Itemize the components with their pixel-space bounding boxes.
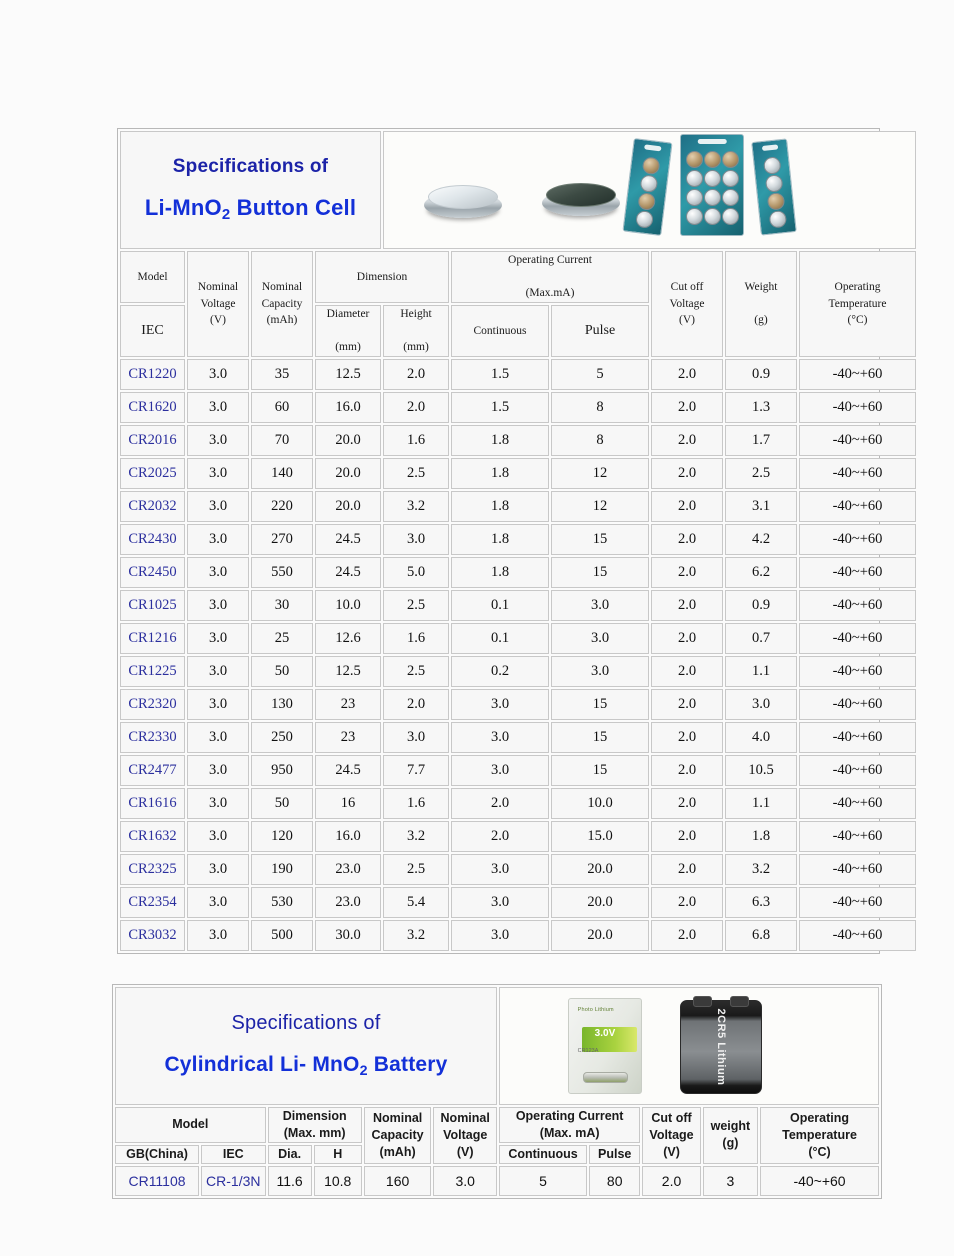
table-row: [120, 788, 916, 819]
cell-model: CR11108: [115, 1166, 199, 1196]
cell-model: CR2450: [120, 557, 185, 588]
table-row: [120, 359, 916, 390]
card-voltage-label: 3.0V: [594, 1028, 616, 1040]
header-dimension-group: Dimension (Max. mm): [268, 1107, 362, 1143]
cell-weight: 2.5: [725, 458, 797, 489]
cell-height: 2.0: [383, 359, 449, 390]
cell-height: 1.6: [383, 623, 449, 654]
cell-capacity: 60: [251, 392, 313, 423]
header-dia: Dia.: [268, 1145, 312, 1164]
cell-cutoff: 2.0: [651, 920, 723, 951]
cell-continuous: 3.0: [451, 722, 549, 753]
button-cell-title-cell: [120, 131, 381, 249]
cell-height: 3.2: [383, 920, 449, 951]
cell-cutoff: 2.0: [651, 821, 723, 852]
cell-continuous: 0.1: [451, 590, 549, 621]
header-cutoff-voltage: Cut off Voltage (V): [642, 1107, 700, 1164]
cell-height: 5.4: [383, 887, 449, 918]
cell-temp: -40~+60: [799, 821, 916, 852]
cell-voltage: 3.0: [187, 623, 249, 654]
cell-height: 5.0: [383, 557, 449, 588]
cell-voltage: 3.0: [187, 821, 249, 852]
cell-weight: 3.0: [725, 689, 797, 720]
cell-pulse: 20.0: [551, 920, 649, 951]
cylindrical-header-row-1: [115, 1107, 879, 1143]
cylindrical-product-photo: [500, 988, 878, 1104]
table-row: [120, 821, 916, 852]
cell-cutoff: 2.0: [651, 425, 723, 456]
cell-pulse: 8: [551, 425, 649, 456]
cell-diameter: 30.0: [315, 920, 381, 951]
cell-height: 2.5: [383, 854, 449, 885]
cell-diameter: 10.0: [315, 590, 381, 621]
cell-voltage: 3.0: [187, 491, 249, 522]
cell-height: 1.6: [383, 425, 449, 456]
cell-temp: -40~+60: [799, 656, 916, 687]
cell-cutoff: 2.0: [651, 590, 723, 621]
cell-temp: -40~+60: [799, 359, 916, 390]
cell-pulse: 20.0: [551, 854, 649, 885]
cell-continuous: 1.5: [451, 392, 549, 423]
cell-weight: 1.8: [725, 821, 797, 852]
cell-capacity: 950: [251, 755, 313, 786]
header-model-group: Model: [115, 1107, 266, 1143]
cell-continuous: 3.0: [451, 689, 549, 720]
pack-2cr5-icon: [680, 1000, 762, 1094]
button-cell-banner-row: [120, 131, 916, 249]
cell-capacity: 140: [251, 458, 313, 489]
cell-height: 2.0: [383, 392, 449, 423]
cell-model: CR2430: [120, 524, 185, 555]
cell-voltage: 3.0: [187, 689, 249, 720]
cell-capacity: 50: [251, 788, 313, 819]
cylindrical-spec-block: [112, 984, 882, 1199]
cylindrical-banner-row: [115, 987, 879, 1105]
header-gb-china: GB(China): [115, 1145, 199, 1164]
cell-diameter: 16.0: [315, 392, 381, 423]
cell-weight: 1.1: [725, 656, 797, 687]
cell-diameter: 23.0: [315, 854, 381, 885]
cell-cutoff: 2.0: [651, 755, 723, 786]
cell-continuous: 5: [499, 1166, 587, 1196]
cell-continuous: 3.0: [451, 755, 549, 786]
cell-weight: 3.1: [725, 491, 797, 522]
header-iec: IEC: [201, 1145, 266, 1164]
header-weight: Weight (g): [725, 251, 797, 357]
cell-capacity: 35: [251, 359, 313, 390]
header-pulse: Pulse: [589, 1145, 640, 1164]
cell-temp: -40~+60: [799, 788, 916, 819]
cell-pulse: 15: [551, 755, 649, 786]
header-continuous: Continuous: [451, 305, 549, 357]
cell-temp: -40~+60: [799, 854, 916, 885]
cylindrical-title-line1: Specifications of: [231, 1012, 381, 1035]
card-top-text: Photo Lithium: [577, 1006, 614, 1013]
cell-weight: 1.1: [725, 788, 797, 819]
cell-model: CR2016: [120, 425, 185, 456]
cell-height: 3.2: [383, 821, 449, 852]
cell-continuous: 1.8: [451, 557, 549, 588]
cell-voltage: 3.0: [187, 722, 249, 753]
cell-model: CR1616: [120, 788, 185, 819]
cell-temp: -40~+60: [799, 887, 916, 918]
cell-diameter: 23.0: [315, 887, 381, 918]
cell-capacity: 500: [251, 920, 313, 951]
cell-weight: 4.2: [725, 524, 797, 555]
cell-weight: 6.3: [725, 887, 797, 918]
cell-capacity: 190: [251, 854, 313, 885]
cell-model: CR2354: [120, 887, 185, 918]
cell-height: 2.5: [383, 458, 449, 489]
header-operating-current: Operating Current (Max. mA): [499, 1107, 640, 1143]
cell-continuous: 3.0: [451, 920, 549, 951]
cell-weight: 0.9: [725, 359, 797, 390]
cell-diameter: 20.0: [315, 425, 381, 456]
table-row: [120, 458, 916, 489]
cell-weight: 4.0: [725, 722, 797, 753]
header-iec: IEC: [120, 305, 185, 357]
cell-model: CR2025: [120, 458, 185, 489]
cell-model: CR2032: [120, 491, 185, 522]
cell-weight: 6.8: [725, 920, 797, 951]
cell-continuous: 1.8: [451, 425, 549, 456]
cell-cutoff: 2.0: [651, 491, 723, 522]
cell-diameter: 23: [315, 722, 381, 753]
cell-capacity: 250: [251, 722, 313, 753]
cell-pulse: 15: [551, 722, 649, 753]
pack-label: 2CR5 Lithium: [714, 1009, 727, 1086]
cell-model: CR2330: [120, 722, 185, 753]
cylindrical-title: [116, 992, 496, 1100]
cell-temp: -40~+60: [799, 491, 916, 522]
header-pulse: Pulse: [551, 305, 649, 357]
cell-continuous: 1.8: [451, 524, 549, 555]
cell-diameter: 12.5: [315, 656, 381, 687]
cell-continuous: 2.0: [451, 821, 549, 852]
cell-model: CR1220: [120, 359, 185, 390]
cell-model: CR2477: [120, 755, 185, 786]
cell-weight: 3: [703, 1166, 758, 1196]
table-row: [115, 1166, 879, 1196]
button-cell-header-row-1: [120, 251, 916, 303]
header-weight: weight (g): [703, 1107, 758, 1164]
button-cell-table: [118, 129, 918, 953]
button-cell-title-line1: Specifications of: [172, 155, 329, 177]
cell-capacity: 220: [251, 491, 313, 522]
cell-weight: 6.2: [725, 557, 797, 588]
cell-diameter: 12.5: [315, 359, 381, 390]
cell-voltage: 3.0: [187, 458, 249, 489]
cell-capacity: 30: [251, 590, 313, 621]
cell-continuous: 0.1: [451, 623, 549, 654]
cell-temp: -40~+60: [799, 524, 916, 555]
cell-weight: 0.7: [725, 623, 797, 654]
table-row: [120, 722, 916, 753]
header-nominal-capacity: Nominal Capacity (mAh): [251, 251, 313, 357]
cell-temp: -40~+60: [799, 458, 916, 489]
cell-capacity: 130: [251, 689, 313, 720]
cell-voltage: 3.0: [187, 887, 249, 918]
cell-temp: -40~+60: [799, 689, 916, 720]
cell-height: 3.2: [383, 491, 449, 522]
cell-cutoff: 2.0: [651, 689, 723, 720]
cell-continuous: 1.8: [451, 458, 549, 489]
cell-model: CR2320: [120, 689, 185, 720]
cylindrical-title-line2: Cylindrical Li- MnO$_2$ Battery: [164, 1053, 448, 1079]
cell-continuous: 3.0: [451, 887, 549, 918]
table-row: [120, 689, 916, 720]
cell-cutoff: 2.0: [651, 722, 723, 753]
button-cell-rows: [120, 359, 916, 951]
table-row: [120, 524, 916, 555]
cell-diameter: 16.0: [315, 821, 381, 852]
cell-diameter: 24.5: [315, 524, 381, 555]
cell-cutoff: 2.0: [651, 887, 723, 918]
cell-cutoff: 2.0: [651, 557, 723, 588]
table-row: [120, 920, 916, 951]
cell-voltage: 3.0: [187, 656, 249, 687]
cell-model: CR2325: [120, 854, 185, 885]
cylindrical-title-cell: [115, 987, 497, 1105]
cell-continuous: 0.2: [451, 656, 549, 687]
cell-continuous: 3.0: [451, 854, 549, 885]
header-continuous: Continuous: [499, 1145, 587, 1164]
cell-cutoff: 2.0: [651, 788, 723, 819]
cell-voltage: 3.0: [187, 392, 249, 423]
cell-continuous: 2.0: [451, 788, 549, 819]
header-operating-temperature: Operating Temperature (°C): [760, 1107, 879, 1164]
cell-pulse: 3.0: [551, 590, 649, 621]
cylindrical-table: [113, 985, 881, 1198]
header-diameter: Diameter (mm): [315, 305, 381, 357]
cell-voltage: 3.0: [187, 590, 249, 621]
header-nominal-voltage: Nominal Voltage (V): [187, 251, 249, 357]
card-model-label: CR123A: [577, 1047, 599, 1054]
cell-voltage: 3.0: [187, 359, 249, 390]
cell-voltage: 3.0: [187, 557, 249, 588]
cell-pulse: 20.0: [551, 887, 649, 918]
cell-weight: 10.5: [725, 755, 797, 786]
cell-height: 1.6: [383, 788, 449, 819]
cell-diameter: 20.0: [315, 458, 381, 489]
cell-diameter: 20.0: [315, 491, 381, 522]
cell-cutoff: 2.0: [651, 359, 723, 390]
cell-model: CR1225: [120, 656, 185, 687]
cell-pulse: 5: [551, 359, 649, 390]
cell-height: 2.5: [383, 656, 449, 687]
blister-pack-left-icon: [622, 138, 672, 236]
header-nominal-capacity: Nominal Capacity (mAh): [364, 1107, 432, 1164]
cell-model: CR1632: [120, 821, 185, 852]
button-cell-spec-block: [117, 128, 887, 954]
cell-model: CR1620: [120, 392, 185, 423]
cell-voltage: 3.0: [187, 788, 249, 819]
cell-capacity: 270: [251, 524, 313, 555]
button-cell-image-cell: [383, 131, 916, 249]
table-row: [120, 491, 916, 522]
table-row: [120, 887, 916, 918]
cell-cutoff: 2.0: [651, 854, 723, 885]
cell-pulse: 8: [551, 392, 649, 423]
cell-temp: -40~+60: [799, 920, 916, 951]
blister-pack-right-icon: [751, 138, 797, 235]
cell-capacity: 160: [364, 1166, 432, 1196]
cell-pulse: 3.0: [551, 656, 649, 687]
cell-voltage: 3.0: [187, 854, 249, 885]
cell-cutoff: 2.0: [651, 623, 723, 654]
button-cell-title: [121, 136, 380, 245]
cell-pulse: 80: [589, 1166, 640, 1196]
cell-voltage: 3.0: [187, 524, 249, 555]
header-cutoff-voltage: Cut off Voltage (V): [651, 251, 723, 357]
cell-cutoff: 2.0: [642, 1166, 700, 1196]
cell-pulse: 12: [551, 458, 649, 489]
coin-cell-dark-icon: [542, 190, 620, 216]
cylindrical-image-cell: [499, 987, 879, 1105]
blister-card-cr123a-icon: [568, 998, 642, 1094]
cell-weight: 1.3: [725, 392, 797, 423]
cylindrical-rows: [115, 1166, 879, 1196]
table-row: [120, 755, 916, 786]
table-row: [120, 656, 916, 687]
cell-model: CR1025: [120, 590, 185, 621]
coin-cell-silver-icon: [424, 192, 502, 218]
cell-temp: -40~+60: [799, 590, 916, 621]
cell-voltage: 3.0: [187, 920, 249, 951]
table-row: [120, 590, 916, 621]
cell-voltage: 3.0: [187, 425, 249, 456]
cell-dia: 11.6: [268, 1166, 312, 1196]
cell-weight: 0.9: [725, 590, 797, 621]
button-cell-title-line2: Li-MnO$_2$ Button Cell: [144, 194, 357, 224]
cell-pulse: 15: [551, 557, 649, 588]
cell-pulse: 15.0: [551, 821, 649, 852]
cell-pulse: 10.0: [551, 788, 649, 819]
button-cell-product-photo: [384, 132, 915, 248]
cell-pulse: 15: [551, 524, 649, 555]
cell-temp: -40~+60: [799, 623, 916, 654]
cell-cutoff: 2.0: [651, 458, 723, 489]
table-row: [120, 557, 916, 588]
cell-voltage: 3.0: [433, 1166, 497, 1196]
cell-pulse: 3.0: [551, 623, 649, 654]
cell-temp: -40~+60: [760, 1166, 879, 1196]
header-operating-temperature: Operating Temperature (°C): [799, 251, 916, 357]
cell-model: CR-1/3N: [201, 1166, 266, 1196]
header-height: Height (mm): [383, 305, 449, 357]
cell-continuous: 1.8: [451, 491, 549, 522]
cell-diameter: 23: [315, 689, 381, 720]
header-operating-current: Operating Current (Max.mA): [451, 251, 649, 303]
cell-capacity: 530: [251, 887, 313, 918]
cell-capacity: 70: [251, 425, 313, 456]
table-row: [120, 623, 916, 654]
cell-weight: 3.2: [725, 854, 797, 885]
cell-temp: -40~+60: [799, 557, 916, 588]
cell-weight: 1.7: [725, 425, 797, 456]
cell-diameter: 24.5: [315, 755, 381, 786]
cell-pulse: 15: [551, 689, 649, 720]
cell-voltage: 3.0: [187, 755, 249, 786]
cell-capacity: 550: [251, 557, 313, 588]
cell-temp: -40~+60: [799, 392, 916, 423]
cell-model: CR3032: [120, 920, 185, 951]
cell-capacity: 25: [251, 623, 313, 654]
header-h: H: [314, 1145, 362, 1164]
cell-diameter: 12.6: [315, 623, 381, 654]
table-row: [120, 392, 916, 423]
cell-capacity: 50: [251, 656, 313, 687]
cell-cutoff: 2.0: [651, 392, 723, 423]
cell-height: 2.5: [383, 590, 449, 621]
cell-temp: -40~+60: [799, 722, 916, 753]
blister-pack-center-icon: [680, 134, 744, 236]
cell-diameter: 16: [315, 788, 381, 819]
cell-temp: -40~+60: [799, 425, 916, 456]
header-nominal-voltage: Nominal Voltage (V): [433, 1107, 497, 1164]
cell-height: 2.0: [383, 689, 449, 720]
cell-capacity: 120: [251, 821, 313, 852]
cell-temp: -40~+60: [799, 755, 916, 786]
cell-cutoff: 2.0: [651, 656, 723, 687]
cell-continuous: 1.5: [451, 359, 549, 390]
cell-cutoff: 2.0: [651, 524, 723, 555]
table-row: [120, 425, 916, 456]
header-dimension: Dimension: [315, 251, 449, 303]
cell-height: 3.0: [383, 722, 449, 753]
cell-model: CR1216: [120, 623, 185, 654]
cell-diameter: 24.5: [315, 557, 381, 588]
cell-height: 3.0: [383, 524, 449, 555]
table-row: [120, 854, 916, 885]
cell-height: 7.7: [383, 755, 449, 786]
header-model: Model: [120, 251, 185, 303]
cell-h: 10.8: [314, 1166, 362, 1196]
cell-pulse: 12: [551, 491, 649, 522]
